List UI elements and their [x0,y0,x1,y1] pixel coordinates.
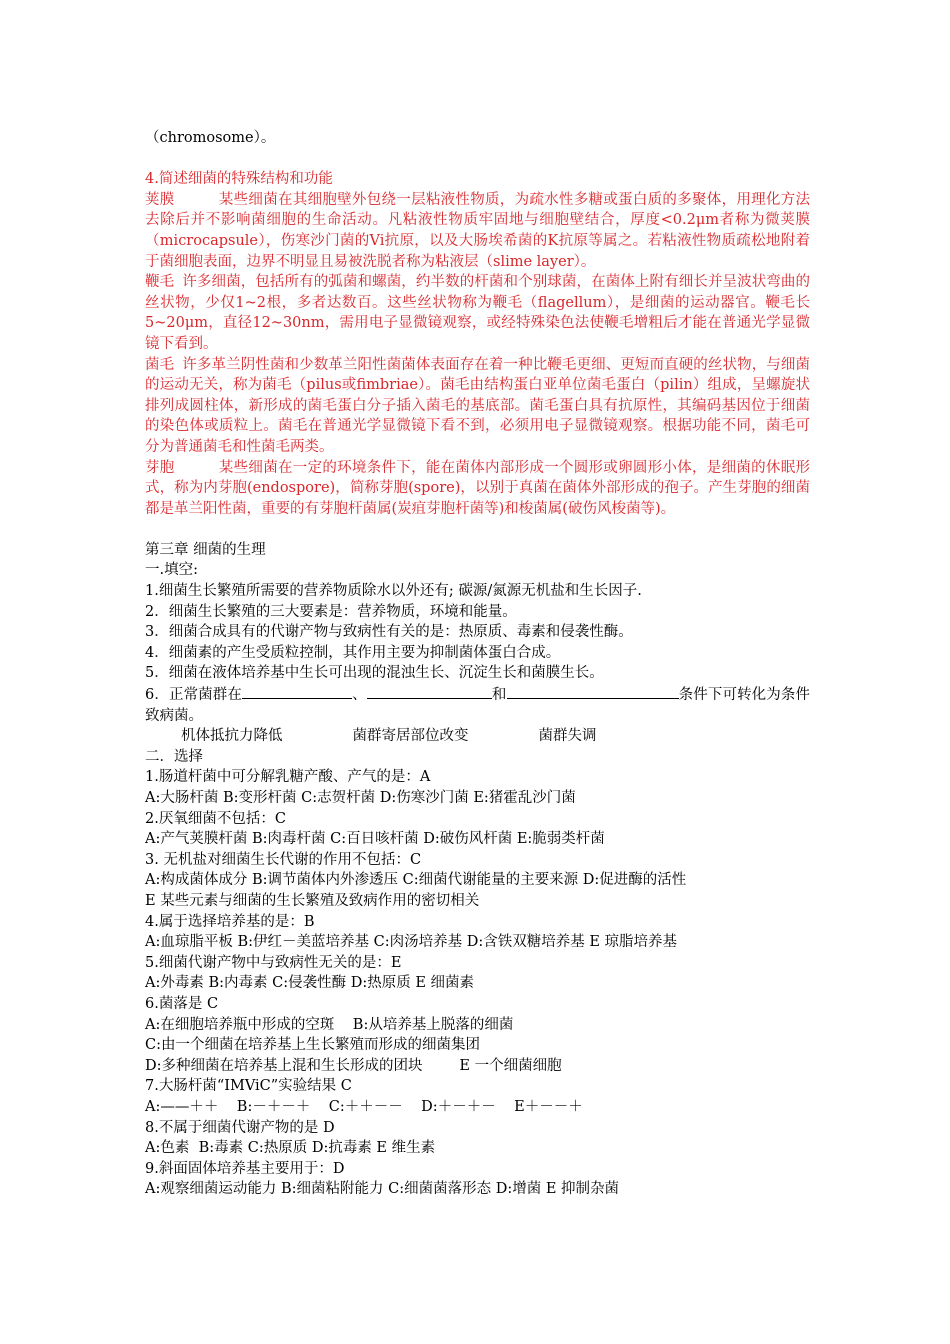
choice-line: 8.不属于细菌代谢产物的是 D [145,1119,335,1136]
blank-line [242,684,352,699]
choice-line: 9.斜面固体培养基主要用于：D [145,1160,345,1177]
capsule-term: 荚膜 [145,191,175,208]
fill-item-6: 6．正常菌群在 、 和 条件下可转化为条件致病菌。 [145,684,810,726]
answer: 菌群寄居部位改变 [352,728,469,745]
flagella-paragraph [145,272,810,354]
capsule-text: 某些细菌在其细胞壁外包绕一层粘液性物质，为疏水性多糖或蛋白质的多聚体，用理化方法去除后并不影响菌细胞的生命活动。凡粘液性物质牢固地与细胞壁结合，厚度<0.2μm者称为微荚膜（microcapsule），伤寒沙门菌的Vi抗原，以及大肠埃希菌的K抗原等属之。若粘液性物质疏松地附着于菌细胞表面，边界不明显且易被洗脱者称为粘液层（slime layer）。 [145,191,811,270]
fill-item: 5．细菌在液体培养基中生长可出现的混浊生长、沉淀生长和菌膜生长。 [145,665,604,682]
question-4-section [145,169,810,519]
answer: 菌群失调 [538,728,597,745]
intro-line: （chromosome）。 [145,130,276,146]
flagella-text: 许多细菌，包括所有的弧菌和螺菌，约半数的杆菌和个别球菌，在菌体上附有细长并呈波状弯曲的丝状物，少仅1~2根，多者达数百。这些丝状物称为鞭毛（flagellum），是细菌的运动器官。鞭毛长5~20μm，直径12~30nm，需用电子显微镜观察，或经特殊染色法使鞭毛增粗后才能在普通光学显微镜下看到。 [145,274,810,352]
choice-line: A:构成菌体成分 B:调节菌体内外渗透压 C:细菌代谢能量的主要来源 D:促进酶的活性 [145,872,687,889]
pili-text: 许多革兰阴性菌和少数革兰阳性菌菌体表面存在着一种比鞭毛更细、更短而直硬的丝状物，与细菌的运动无关，称为菌毛（pilus或fimbriae）。菌毛由结构蛋白亚单位菌毛蛋白（pilin）组成，呈螺旋状排列成圆柱体，新形成的菌毛蛋白分子插入菌毛的基底部。菌毛蛋白具有抗原性，其编码基因位于细菌的染色体或质粒上。菌毛在普通光学显微镜下看不到，必须用电子显微镜观察。根据功能不同，菌毛可分为普通菌毛和性菌毛两类。 [145,356,810,455]
fill-6-answers [145,726,810,747]
document-page [145,128,810,1200]
choice-line: A:观察细菌运动能力 B:细菌粘附能力 C:细菌菌落形态 D:增菌 E 抑制杂菌 [145,1181,620,1198]
choice-line: 6.菌落是 C [145,995,219,1012]
capsule-paragraph [145,190,810,272]
spore-paragraph [145,458,810,520]
choice-heading: 二．选择 [145,748,203,765]
blank-line [507,684,679,699]
question-4-title: 4.简述细菌的特殊结构和功能 [145,171,333,188]
choice-line: A:血琼脂平板 B:伊红－美蓝培养基 C:肉汤培养基 D:含铁双糖培养基 E 琼脂培养基 [145,934,678,951]
choice-line: 7.大肠杆菌“IMViC”实验结果 C [145,1078,352,1095]
spacer [145,519,810,540]
spacer [145,149,810,170]
choice-line: 3. 无机盐对细菌生长代谢的作用不包括：C [145,851,422,868]
choice-line: C:由一个细菌在培养基上生长繁殖而形成的细菌集团 [145,1037,480,1054]
choice-line: 4.属于选择培养基的是：B [145,913,315,930]
choice-line: 1.肠道杆菌中可分解乳糖产酸、产气的是：A [145,769,431,786]
choice-line: A:产气荚膜杆菌 B:肉毒杆菌 C:百日咳杆菌 D:破伤风杆菌 E:脆弱类杆菌 [145,831,605,848]
choice-line: D:多种细菌在培养基上混和生长形成的团块 E 一个细菌细胞 [145,1057,562,1074]
choice-line: A:外毒素 B:内毒素 C:侵袭性酶 D:热原质 E 细菌素 [145,975,475,992]
pili-paragraph [145,355,810,458]
fill-item: 4．细菌素的产生受质粒控制，其作用主要为抑制菌体蛋白合成。 [145,644,561,661]
choice-line: 5.细菌代谢产物中与致病性无关的是：E [145,954,402,971]
spore-text: 某些细菌在一定的环境条件下，能在菌体内部形成一个圆形或卵圆形小体，是细菌的休眠形式，称为内芽胞(endospore)，简称芽胞(spore)，以别于真菌在菌体外部形成的孢子。产生芽胞的细菌都是革兰阳性菌，重要的有芽胞杆菌属(炭疽芽胞杆菌等)和梭菌属(破伤风梭菌等)。 [145,459,811,517]
blank-line [367,684,492,699]
chapter-title: 第三章 细菌的生理 [145,541,266,558]
choice-line: A:大肠杆菌 B:变形杆菌 C:志贺杆菌 D:伤寒沙门菌 E:猪霍乱沙门菌 [145,790,576,806]
fill-item: 3．细菌合成具有的代谢产物与致病性有关的是：热原质、毒素和侵袭性酶。 [145,624,633,641]
choice-line: A:——＋＋ B:－＋－＋ C:＋＋－－ D:＋－＋－ E＋－－＋ [145,1098,583,1115]
flagella-term: 鞭毛 [145,274,175,291]
choice-line: 2.厌氧细菌不包括：C [145,810,286,827]
fill-heading: 一.填空: [145,562,198,579]
fill-item: 1.细菌生长繁殖所需要的营养物质除水以外还有; 碳源/氮源无机盐和生长因子. [145,583,642,600]
pili-term: 菌毛 [145,356,175,373]
choice-line: A:色素 B:毒素 C:热原质 D:抗毒素 E 维生素 [145,1140,436,1157]
spore-term: 芽胞 [145,459,175,476]
choice-line: A:在细胞培养瓶中形成的空斑 B:从培养基上脱落的细菌 [145,1016,514,1033]
answer: 机体抵抗力降低 [181,728,283,745]
choice-line: E 某些元素与细菌的生长繁殖及致病作用的密切相关 [145,892,480,909]
fill-item: 2．细菌生长繁殖的三大要素是：营养物质，环境和能量。 [145,603,517,620]
